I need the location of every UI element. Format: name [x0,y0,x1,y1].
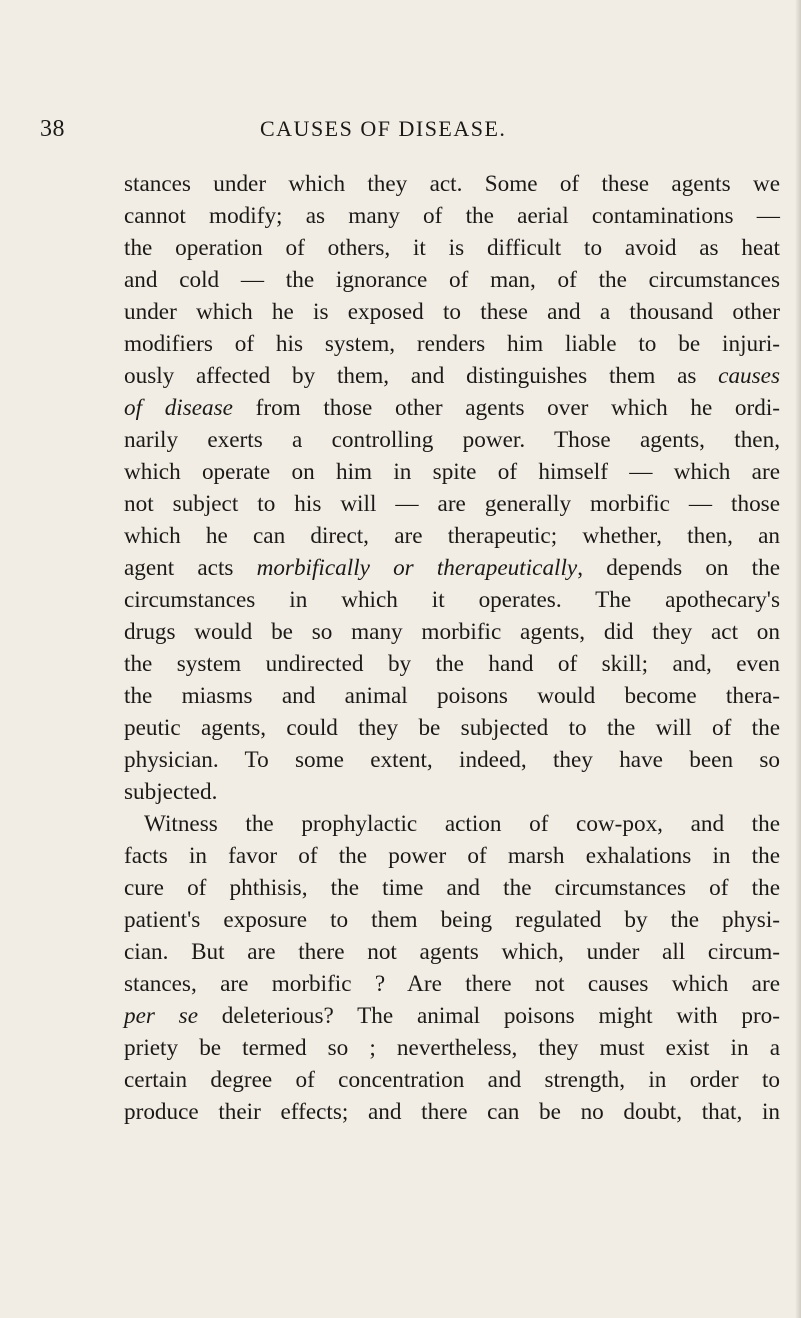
italic-phrase: per se [124,1003,198,1029]
page-number: 38 [40,116,65,142]
italic-phrase: causes [718,363,780,389]
text-line: stances under which they act. Some of these agents we [124,171,780,197]
running-head: CAUSES OF DISEASE. [260,116,507,141]
text-line: and cold — the ignorance of man, of the circumstances [124,267,780,293]
text-line: facts in favor of the power of marsh exhalations in the [124,843,780,869]
text-line: cannot modify; as many of the aerial contaminations — [124,203,780,229]
text-line: under which he is exposed to these and a thousand other [124,299,780,325]
text-line: the miasms and animal poisons would become thera- [124,683,780,709]
text-line: priety be termed so ; nevertheless, they must exist in a [124,1035,780,1061]
text-line: circumstances in which it operates. The apothecary's [124,587,780,613]
text-line: which he can direct, are therapeutic; whether, then, an [124,523,780,549]
text-line: ously affected by them, and distinguishes them as causes [124,363,780,389]
text-line: cian. But are there not agents which, under all circum- [124,939,780,965]
text-line: stances, are morbific ? Are there not causes which are [124,971,780,997]
text-line: peutic agents, could they be subjected to the will of the [124,715,780,741]
text-line: not subject to his will — are generally morbific — those [124,491,780,517]
text-line: subjected. [124,779,218,805]
italic-phrase: of disease [124,395,233,421]
text-line: of disease from those other agents over which he ordi- [124,395,780,421]
text-line: drugs would be so many morbific agents, did they act on [124,619,780,645]
italic-phrase: morbifically or therapeutically [256,555,578,581]
text-line: patient's exposure to them being regulated by the physi- [124,907,780,933]
text-line: narily exerts a controlling power. Those agents, then, [124,427,780,453]
text-line: produce their effects; and there can be no doubt, that, in [124,1099,780,1125]
text-line: physician. To some extent, indeed, they have been so [124,747,780,773]
paragraph-start-line: Witness the prophylactic action of cow-pox, and the [144,811,780,837]
text-line: modifiers of his system, renders him liable to be injuri- [124,331,780,357]
page-edge-shadow [795,0,801,1318]
text-line: agent acts morbifically or therapeutically, depends on the [124,555,780,581]
text-line: per se deleterious? The animal poisons might with pro- [124,1003,780,1029]
text-line: which operate on him in spite of himself — which are [124,459,780,485]
text-line: certain degree of concentration and strength, in order to [124,1067,780,1093]
text-line: cure of phthisis, the time and the circumstances of the [124,875,780,901]
text-line: the operation of others, it is difficult to avoid as heat [124,235,780,261]
text-line: the system undirected by the hand of skill; and, even [124,651,780,677]
